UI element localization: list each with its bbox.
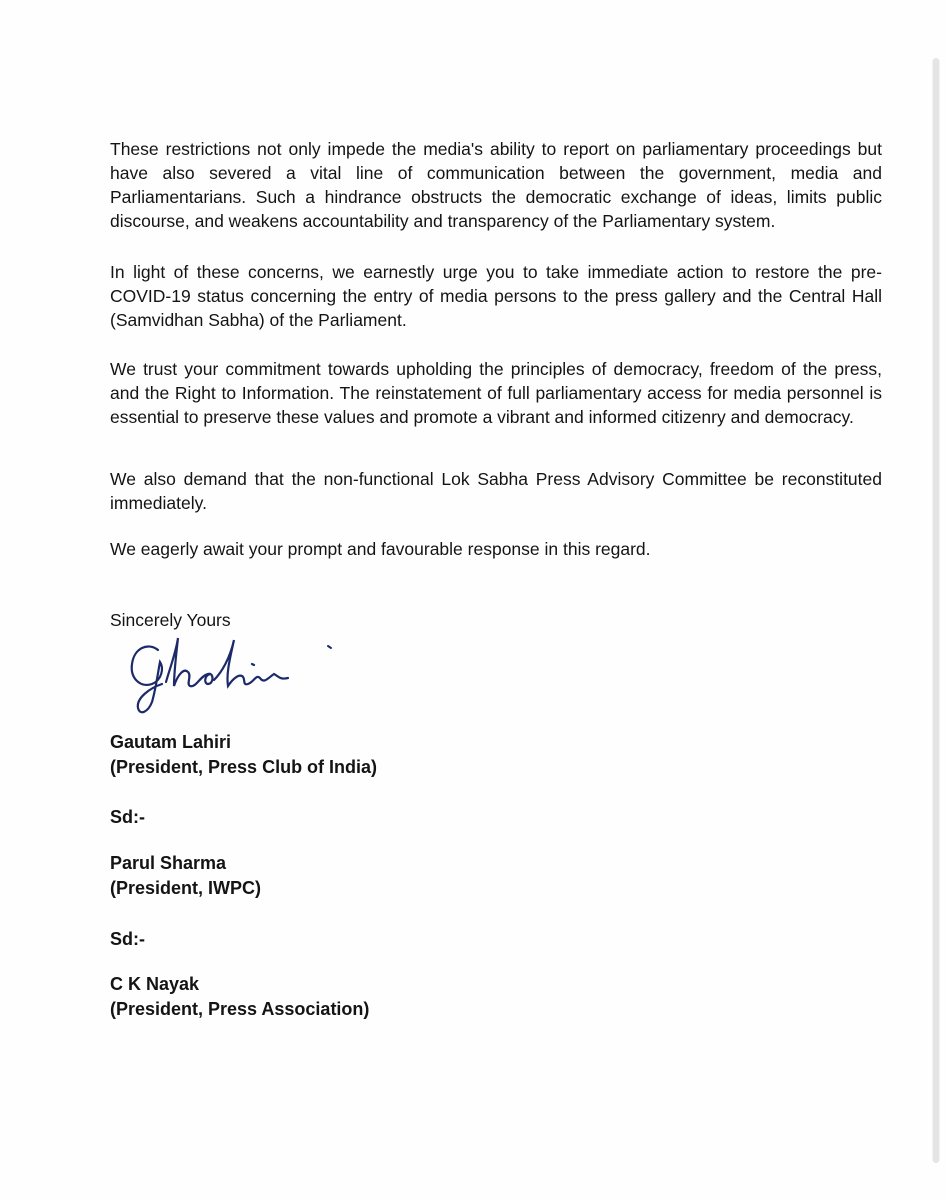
signatory-parul-sharma xyxy=(110,851,261,901)
paragraph-trust-commitment: We trust your commitment towards upholding the principles of democracy, freedom of the press, and the Right to Information. The reinstatement of full parliamentary access for media personnel is essential to preserve these values and promote a vibrant and informed citizenry and democracy. xyxy=(110,359,882,427)
handwritten-signature xyxy=(118,628,358,718)
signatory-ck-nayak xyxy=(110,972,369,1022)
signatory-name: Parul Sharma xyxy=(110,853,227,873)
paragraph-restrictions: These restrictions not only impede the media's ability to report on parliamentary proceedings but have also severed a vital line of communication between the government, media and Parliamentarians. Such a hindrance obstructs the democratic exchange of ideas, limits public discourse, and weakens accountability and transparency of the Parliamentary system. xyxy=(110,139,882,231)
signatory-title: (President, IWPC) xyxy=(110,878,262,898)
paragraph-await-response: We eagerly await your prompt and favourable response in this regard. xyxy=(110,539,651,559)
scrollbar-thumb[interactable] xyxy=(933,58,939,1163)
signatory-name: Gautam Lahiri xyxy=(110,732,232,752)
signatory-title: (President, Press Club of India) xyxy=(110,757,378,777)
signatory-gautam-lahiri xyxy=(110,730,377,780)
paragraph-demand-committee: We also demand that the non-functional Lok Sabha Press Advisory Committee be reconstituted immediately. xyxy=(110,469,882,513)
signatory-title: (President, Press Association) xyxy=(110,999,370,1019)
sd-marker: Sd:- xyxy=(110,929,145,949)
closing-salutation: Sincerely Yours xyxy=(110,610,231,630)
scrollbar[interactable] xyxy=(932,58,940,1163)
paragraph-urge-action: In light of these concerns, we earnestly urge you to take immediate action to restore the pre-COVID-19 status concerning the entry of media persons to the press gallery and the Central Hall (Samvidhan Sabha) of the Parliament. xyxy=(110,262,882,330)
sd-marker: Sd:- xyxy=(110,807,145,827)
signatory-name: C K Nayak xyxy=(110,974,200,994)
